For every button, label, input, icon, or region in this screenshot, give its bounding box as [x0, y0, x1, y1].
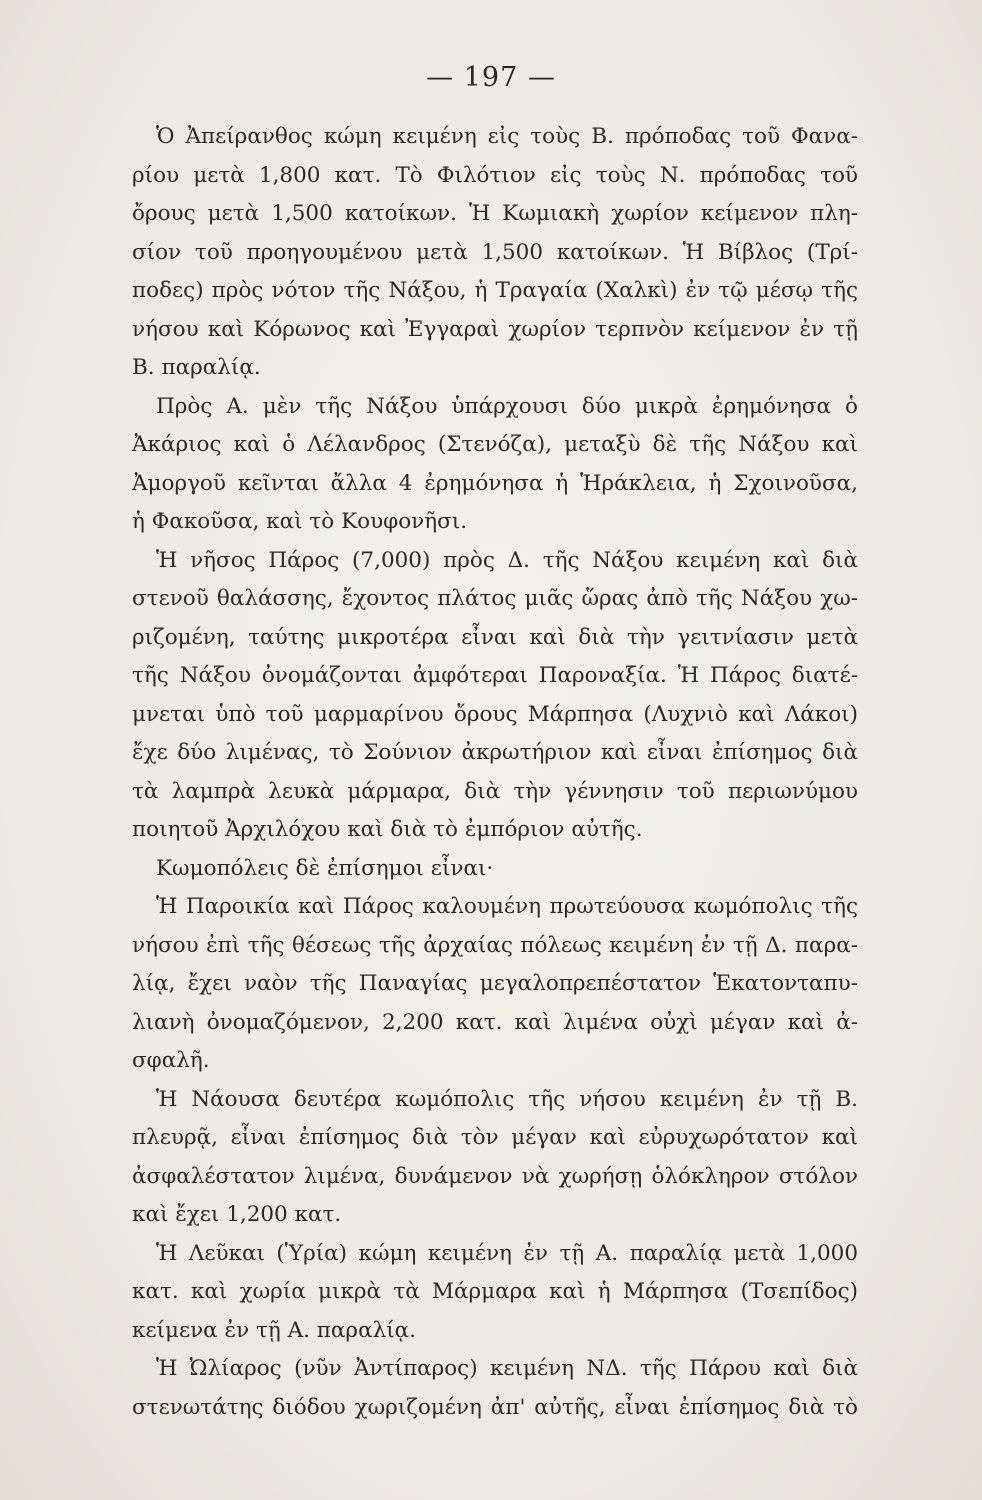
text-line: Β. παραλίᾳ.: [132, 355, 261, 380]
text-line: καὶ ἔχει 1,200 κατ.: [132, 1202, 342, 1227]
text-line: τὰ λαμπρὰ λευκὰ μάρμαρα, διὰ τὴν γέννησιν τοῦ περιωνύμου: [132, 778, 858, 804]
text-line: λίᾳ, ἔχει ναὸν τῆς Παναγίας μεγαλοπρεπέστατον Ἑκατονταπυ-: [132, 971, 858, 996]
text-line: Ἡ Νάουσα δευτέρα κωμόπολις τῆς νήσου κειμένη ἐν τῇ Β.: [156, 1086, 858, 1112]
text-line: Πρὸς Α. μὲν τῆς Νάξου ὑπάρχουσι δύο μικρὰ ἐρημόνησα ὁ: [156, 393, 858, 419]
text-line: νήσου ἐπὶ τῆς θέσεως τῆς ἀρχαίας πόλεως κειμένη ἐν τῇ Δ. παρα-: [132, 932, 858, 958]
text-line: μνεται ὑπὸ τοῦ μαρμαρίνου ὄρους Μάρπησα (Λυχνιὸ καὶ Λάκοι): [132, 701, 858, 727]
text-line: στενοῦ θαλάσσης, ἔχοντος πλάτος μιᾶς ὥρας ἀπὸ τῆς Νάξου χω-: [132, 586, 858, 611]
text-line: ἀσφαλέστατον λιμένα, δυνάμενον νὰ χωρήσῃ ὁλόκληρον στόλον: [132, 1163, 858, 1189]
text-line: σίον τοῦ προηγουμένου μετὰ 1,500 κατοίκων. Ἡ Βίβλος (Τρί-: [132, 239, 858, 265]
text-line: ποιητοῦ Ἀρχιλόχου καὶ διὰ τὸ ἐμπόριον αὐτῆς.: [132, 817, 643, 842]
text-line: σφαλῆ.: [132, 1048, 210, 1073]
text-line: ρίου μετὰ 1,800 κατ. Τὸ Φιλότιον εἰς τοὺς Ν. πρόποδας τοῦ: [132, 162, 858, 188]
body-text: [132, 118, 858, 1427]
text-line: πλευρᾷ, εἶναι ἐπίσημος διὰ τὸν μέγαν καὶ εὐρυχωρότατον καὶ: [132, 1125, 858, 1150]
text-line: Ἀμοργοῦ κεῖνται ἄλλα 4 ἐρημόνησα ἡ Ἡράκλεια, ἡ Σχοινοῦσα,: [132, 470, 858, 496]
text-line: κείμενα ἐν τῇ Α. παραλίᾳ.: [132, 1317, 417, 1343]
text-line: Ἡ Λεῦκαι (Ὑρία) κώμη κειμένη ἐν τῇ Α. παραλίᾳ μετὰ 1,000: [156, 1240, 858, 1266]
text-line: στενωτάτης διόδου χωριζομένη ἀπ' αὐτῆς, εἶναι ἐπίσημος διὰ τὸ: [132, 1394, 858, 1420]
text-line: λιανὴ ὀνομαζόμενον, 2,200 κατ. καὶ λιμένα οὐχὶ μέγαν καὶ ἀ-: [132, 1009, 858, 1035]
text-line: νήσου καὶ Κόρωνος καὶ Ἐγγαραὶ χωρίον τερπνὸν κείμενον ἐν τῇ: [132, 316, 858, 342]
text-line: τῆς Νάξου ὀνομάζονται ἀμφότεραι Παροναξία. Ἡ Πάρος διατέ-: [132, 663, 858, 688]
text-line: Ἡ Ὠλίαρος (νῦν Ἀντίπαρος) κειμένη ΝΔ. τῆς Πάρου καὶ διὰ: [156, 1356, 858, 1381]
text-line: ἡ Φακοῦσα, καὶ τὸ Κουφονῆσι.: [132, 509, 468, 534]
text-line: ποδες) πρὸς νότον τῆς Νάξου, ἡ Τραγαία (Χαλκὶ) ἐν τῷ μέσῳ τῆς: [132, 278, 858, 303]
text-line: ριζομένη, ταύτης μικροτέρα εἶναι καὶ διὰ τὴν γειτνίασιν μετὰ: [132, 624, 858, 650]
text-line: κατ. καὶ χωρία μικρὰ τὰ Μάρμαρα καὶ ἡ Μάρπησα (Τσεπίδος): [132, 1279, 858, 1304]
text-line: Ἡ νῆσος Πάρος (7,000) πρὸς Δ. τῆς Νάξου κειμένη καὶ διὰ: [156, 547, 858, 573]
text-line: ὄρους μετὰ 1,500 κατοίκων. Ἡ Κωμιακὴ χωρίον κείμενον πλη-: [132, 201, 858, 226]
text-line: Ἡ Παροικία καὶ Πάρος καλουμένη πρωτεύουσα κωμόπολις τῆς: [156, 894, 858, 919]
text-line: Κωμοπόλεις δὲ ἐπίσημοι εἶναι·: [156, 855, 494, 881]
text-line: Ἀκάριος καὶ ὁ Λέλανδρος (Στενόζα), μεταξὺ δὲ τῆς Νάξου καὶ: [132, 432, 858, 457]
page-number: — 197 —: [426, 62, 556, 93]
text-line: Ὁ Ἀπείρανθος κώμη κειμένη εἰς τοὺς Β. πρόποδας τοῦ Φανα-: [156, 124, 858, 149]
text-line: ἔχε δύο λιμένας, τὸ Σούνιον ἀκρωτήριον καὶ εἶναι ἐπίσημος διὰ: [132, 740, 858, 765]
